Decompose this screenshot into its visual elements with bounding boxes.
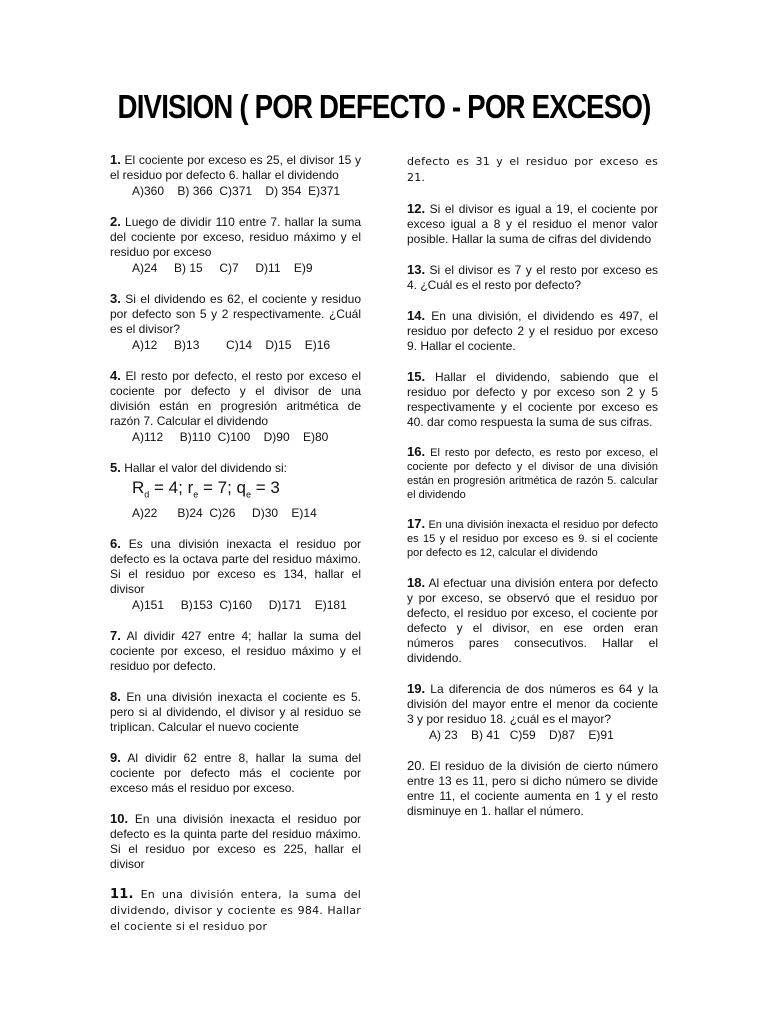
question-number: 10. [110,811,129,827]
question-text: Hallar el valor del dividendo si: [124,461,287,475]
page-title: DIVISION ( POR DEFECTO - POR EXCESO) [117,88,651,125]
question-number: 4. [110,368,121,383]
question-number: 16. [407,444,426,459]
right-column [407,154,658,834]
question-number: 9. [110,750,121,766]
question-text: El residuo de la división de cierto número entre 13 es 11, pero si dicho número se divide entre 11, el cociente aumenta en 1 y el resto disminuye en 1. hallar el número. [407,759,658,818]
question-text: En una división inexacta el residuo por defecto es la quinta parte del residuo máximo. Si el residuo por exceso es 225, hallar el divisor [110,812,361,872]
question-5 [110,460,361,521]
question-19 [407,681,658,743]
answer-options: A)12 B)13 C)14 D)15 E)16 [132,338,331,352]
question-number: 6. [110,536,121,552]
question-number: 15. [407,369,426,384]
answer-options: A)112 B)110 C)100 D)90 E)80 [132,430,329,444]
question-text: Hallar el dividendo, sabiendo que el residuo por defecto y por exceso son 2 y 5 respectivamente y el cociente por exceso es 40. dar como respuesta la suma de sus cifras. [407,370,658,429]
question-text: Si el dividendo es 62, el cociente y residuo por defecto son 5 y 2 respectivamente. ¿Cuál es el divisor? [110,292,361,336]
answer-options: A)24 B) 15 C)7 D)11 E)9 [132,261,313,275]
question-number: 5. [110,460,121,475]
question-text: En una división entera, la suma del dividendo, divisor y cociente es 984. Hallar el cociente si el residuo por [110,888,361,934]
question-number: 2. [110,214,121,229]
question-8 [110,689,361,735]
question-text: Al dividir 427 entre 4; hallar la suma del cociente por exceso, el residuo máximo y el residuo por defecto. [110,629,361,674]
question-text: Al dividir 62 entre 8, hallar la suma del cociente por defecto más el cociente por exceso más el residuo por exceso. [110,751,362,796]
question-text: En una división inexacta el cociente es 5. pero si al dividendo, el divisor y al residuo se triplican. Calcular el nuevo cociente [110,690,362,735]
answer-options: A) 23 B) 41 C)59 D)87 E)91 [429,728,614,742]
question-number: 3. [110,291,121,306]
question-text: El resto por defecto, el resto por exceso el cociente por defecto y el divisor de una división están en progresión aritmética de razón 7. Calcular el dividendo [110,369,361,428]
question-text: En una división, el dividendo es 497, el residuo por defecto 2 y el residuo por exceso 9. Hallar el cociente. [407,309,658,353]
question-text: El cociente por exceso es 25, el divisor 15 y el residuo por defecto 6. hallar el dividendo [110,153,361,182]
question-number: 11. [110,887,134,903]
question-16 [407,445,658,502]
question-text: Si el divisor es igual a 19, el cociente por exceso igual a 8 y el residuo el menor valor posible. Hallar la suma de cifras del dividendo [407,202,658,246]
question-20 [407,758,658,819]
question-text: defecto es 31 y el residuo por exceso es 21. [407,155,658,184]
question-number: 20. [407,758,426,773]
question-7 [110,628,361,674]
question-10 [110,811,361,872]
question-1 [110,152,361,199]
question-text: Es una división inexacta el residuo por defecto es la octava parte del residuo máximo. Si el residuo por exceso es 134, hallar el divisor [110,537,361,597]
question-text: Al efectuar una división entera por defecto y por exceso, se observó que el residuo por defecto, el residuo por exceso, el cociente por defecto y el divisor, en ese orden eran números pares consecutivos. Hallar el dividendo. [407,576,658,665]
question-text: El resto por defecto, es resto por exceso, el cociente por defecto y el divisor de una división están en progresión aritmética de razón 5. calcular el dividendo [407,447,658,501]
question-text: La diferencia de dos números es 64 y la división del mayor entre el menor da cociente 3 y por residuo 18. ¿cuál es el mayor? [407,682,658,726]
answer-options: A)22 B)24 C)26 D)30 E)14 [132,506,317,521]
question-number: 12. [407,201,426,216]
question-17 [407,517,658,560]
formula: $R_d = 4$; $r_e = 7$; $q_e = 3$ [132,478,280,500]
question-2 [110,214,361,276]
question-number: 13. [407,262,426,277]
question-9 [110,750,361,796]
question-number: 18. [407,575,426,590]
question-12 [407,201,658,247]
question-text: Luego de dividir 110 entre 7. hallar la suma del cociente por exceso, residuo máximo y el residuo por exceso [110,215,361,259]
question-number: 7. [110,628,121,644]
question-11 [110,887,361,935]
question-number: 14. [407,308,426,323]
question-14 [407,308,658,354]
answer-options: A)360 B) 366 C)371 D) 354 E)371 [132,184,341,198]
question-number: 19. [407,681,426,696]
question-number: 1. [110,152,121,167]
question-18 [407,575,658,666]
question-11-continued [407,154,658,186]
question-6 [110,536,361,613]
question-3 [110,291,361,353]
question-number: 8. [110,689,121,705]
left-column [110,152,361,950]
answer-options: A)151 B)153 C)160 D)171 E)181 [132,598,347,613]
question-4 [110,368,361,445]
question-13 [407,262,658,293]
question-15 [407,369,658,430]
question-number: 17. [407,516,426,531]
question-text: Si el divisor es 7 y el resto por exceso es 4. ¿Cuál es el resto por defecto? [407,263,658,292]
question-text: En una división inexacta el residuo por defecto es 15 y el residuo por exceso es 9. si el cociente por defecto es 12, calcular el dividendo [407,519,658,559]
